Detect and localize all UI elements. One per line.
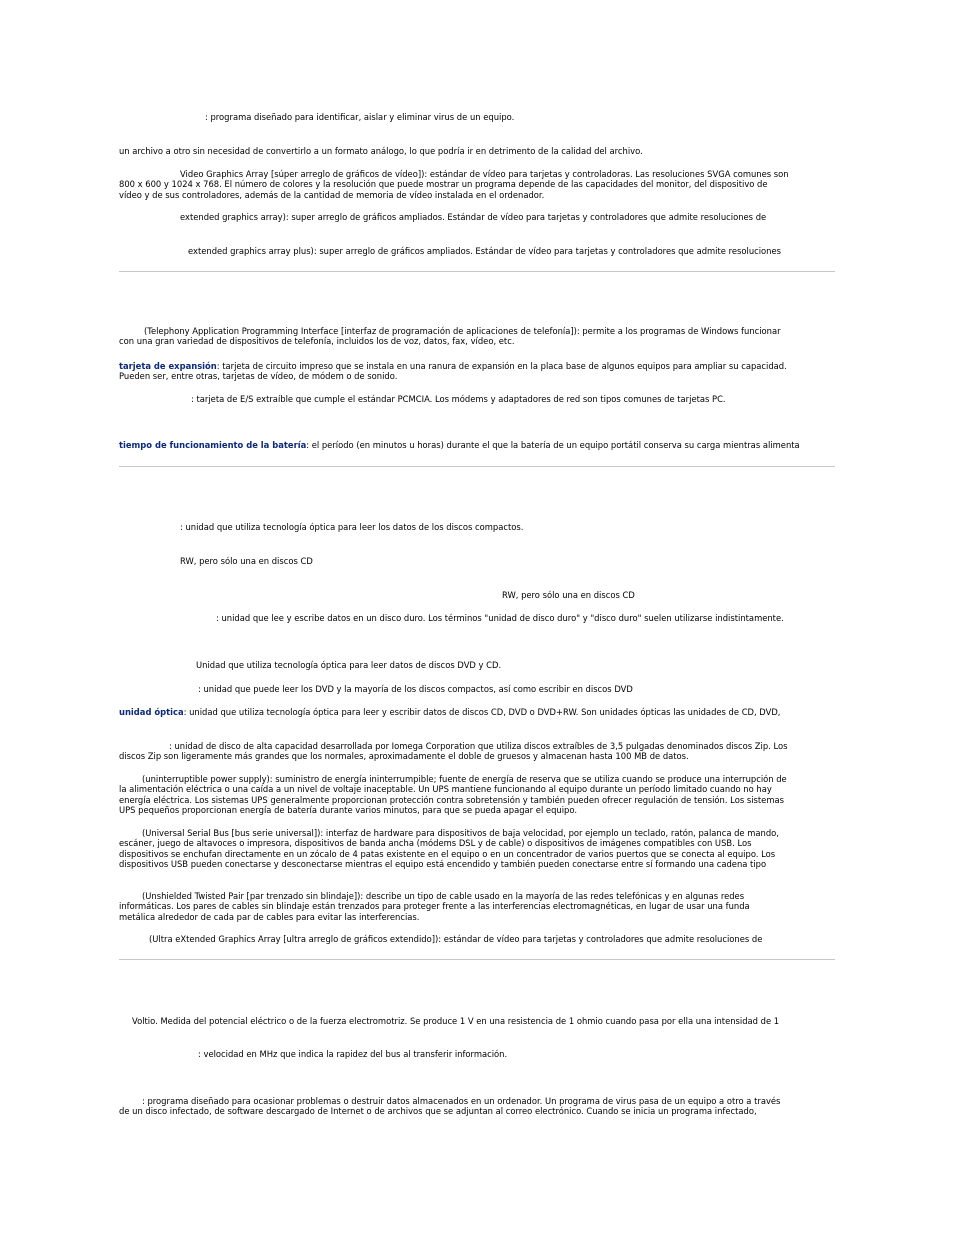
entry-line (119, 179, 835, 189)
entry-line (119, 326, 835, 336)
entry-text: con una gran variedad de dispositivos de telefonía, incluidos los de voz, datos, fax, vídeo, etc. (119, 336, 515, 347)
entry-line (119, 169, 835, 179)
entry-text: Unidad que utiliza tecnología óptica para leer datos de discos DVD y CD. (196, 660, 502, 670)
entry-line (119, 590, 835, 600)
entry-text: extended graphics array plus): super arreglo de gráficos ampliados. Estándar de vídeo para tarjetas y controladores que admite resoluciones (188, 246, 782, 256)
entry-text: : programa diseñado para ocasionar problemas o destruir datos almacenados en un ordenador. Un programa de virus pasa de un equipo a otro a través (142, 1096, 781, 1106)
entry-text: (Telephony Application Programming Interface [interfaz de programación de aplicaciones de telefonía]): permite a los programas de Windows funcionar (144, 326, 781, 336)
entry-text: : unidad que puede leer los DVD y la mayoría de los discos compactos, así como escribir en discos DVD (198, 684, 633, 694)
entry-line (119, 440, 835, 450)
entry-line (119, 838, 835, 848)
entry-line (119, 212, 835, 222)
entry-text: (Universal Serial Bus [bus serie universal]): interfaz de hardware para dispositivos de baja velocidad, por ejemplo un teclado, ratón, palanca de mando, (142, 828, 779, 838)
entry-text: un archivo a otro sin necesidad de convertirlo a un formato análogo, lo que podría ir en detrimento de la calidad del archivo. (119, 146, 643, 156)
glossary-entry-utp (119, 891, 835, 922)
glossary-entry-unidad-optica (119, 707, 835, 717)
entry-line (119, 190, 835, 200)
glossary-entry-unidad-cd-rw (119, 556, 835, 566)
glossary-term: unidad óptica (119, 707, 184, 717)
glossary-entry-unidad-cd (119, 522, 835, 532)
entry-text: : unidad que lee y escribe datos en un disco duro. Los términos "unidad de disco duro" y "disco duro" suelen utilizarse indistintamente. (216, 613, 784, 623)
entry-text: 800 x 600 y 1024 x 768. El número de colores y la resolución que puede mostrar un programa depende de las capacidades del monitor, del dispositivo de (119, 179, 768, 190)
section-divider (119, 271, 835, 272)
entry-line (119, 522, 835, 532)
entry-text: energía eléctrica. Los sistemas UPS generalmente proporcionan protección contra sobretensión y también pueden ofrecer regulación de tensión. Los sistemas (119, 794, 784, 805)
entry-text: Video Graphics Array [súper arreglo de gráficos de vídeo]): estándar de vídeo para tarjetas y controladoras. Las resoluciones SVGA comunes son (180, 169, 789, 179)
entry-line (119, 1096, 835, 1106)
entry-text: metálica alrededor de cada par de cables para evitar las interferencias. (119, 911, 420, 922)
entry-text: vídeo y de sus controladores, además de la cantidad de memoria de vídeo instalada en el ordenador. (119, 189, 545, 200)
entry-line (119, 774, 835, 784)
entry-line (119, 146, 835, 156)
entry-text: : velocidad en MHz que indica la rapidez del bus al transferir información. (198, 1049, 508, 1059)
glossary-entry-digital-audio (119, 146, 835, 156)
glossary-entry-antivirus (119, 112, 835, 122)
glossary-entry-svga (119, 169, 835, 200)
entry-text: discos Zip son ligeramente más grandes que los normales, aproximadamente el doble de gruesos y almacenan hasta 100 MB de datos. (119, 751, 689, 762)
entry-line (119, 371, 835, 381)
entry-line (119, 613, 835, 623)
entry-text: (Unshielded Twisted Pair [par trenzado sin blindaje]): describe un tipo de cable usado en la mayoría de las redes telefónicas y en algunas redes (142, 891, 745, 901)
entry-line (119, 891, 835, 901)
entry-text: informáticas. Los pares de cables sin blindaje están trenzados para proteger frente a las interferencias electromagnéticas, en lugar de usar una funda (119, 901, 750, 912)
glossary-entry-tiempo-bateria (119, 440, 835, 450)
entry-line (119, 112, 835, 122)
entry-text: la alimentación eléctrica o una caída a un nivel de voltaje inaceptable. Un UPS mantiene funcionando al equipo durante un período limitado cuando no hay (119, 784, 772, 795)
entry-line (119, 684, 835, 694)
entry-line (119, 394, 835, 404)
glossary-entry-unidad-disco-duro (119, 613, 835, 623)
glossary-entry-velocidad-bus (119, 1049, 835, 1059)
entry-text: escáner, juego de altavoces o impresora, dispositivos de banda ancha (módems DSL y de cable) o dispositivos de imágenes compatibles con USB. Los (119, 838, 752, 849)
entry-text: Voltio. Medida del potencial eléctrico o de la fuerza electromotriz. Se produce 1 V en una resistencia de 1 ohmio cuando pasa por ella una intensidad de 1 (132, 1016, 780, 1026)
entry-text: : programa diseñado para identificar, aislar y eliminar virus de un equipo. (205, 112, 515, 122)
entry-text: : unidad de disco de alta capacidad desarrollada por Iomega Corporation que utiliza discos extraíbles de 3,5 pulgadas denominados discos Zip. Los (169, 741, 788, 751)
entry-line (119, 556, 835, 566)
glossary-entry-tarjeta-expansion (119, 361, 835, 382)
entry-text: RW, pero sólo una en discos CD (180, 556, 313, 566)
entry-line (119, 361, 835, 371)
entry-line (119, 828, 835, 838)
glossary-entry-sxga-plus (119, 246, 835, 256)
glossary-entry-usb (119, 828, 835, 869)
entry-text: : unidad que utiliza tecnología óptica para leer y escribir datos de discos CD, DVD o DVD+RW. Son unidades ópticas las unidades de CD, DVD, (183, 707, 781, 717)
entry-line (119, 660, 835, 670)
entry-line (119, 1016, 835, 1026)
entry-line (119, 1049, 835, 1059)
entry-line (119, 1106, 835, 1116)
entry-text: (uninterruptible power supply): suministro de energía ininterrumpible; fuente de energía de reserva que se utiliza cuando se produce una interrupción de (142, 774, 787, 784)
entry-line (119, 805, 835, 815)
entry-line (119, 741, 835, 751)
entry-text: dispositivos USB pueden conectarse y desconectarse mientras el equipo está encendido y también pueden conectarse entre sí formando una cadena tipo (119, 858, 767, 869)
section-divider (119, 959, 835, 960)
glossary-entry-voltio (119, 1016, 835, 1026)
entry-text: RW, pero sólo una en discos CD (502, 590, 635, 600)
entry-line (119, 859, 835, 869)
entry-text: extended graphics array): super arreglo de gráficos ampliados. Estándar de vídeo para tarjetas y controladores que admite resoluciones de (180, 212, 767, 222)
entry-line (119, 336, 835, 346)
entry-line (119, 934, 835, 944)
entry-text: dispositivos se enchufan directamente en un zócalo de 4 patas existente en el equipo o en un concentrador de varios puertos que se conecta al equipo. Los (119, 848, 776, 859)
entry-line (119, 784, 835, 794)
glossary-entry-unidad-dvd-rw (119, 684, 835, 694)
entry-line (119, 795, 835, 805)
glossary-term: tarjeta de expansión (119, 361, 217, 371)
entry-text: : tarjeta de circuito impreso que se instala en una ranura de expansión en la placa base de algunos equipos para ampliar su capacidad. (216, 361, 787, 371)
entry-line (119, 901, 835, 911)
glossary-entry-tarjeta-pc (119, 394, 835, 404)
glossary-term: tiempo de funcionamiento de la batería (119, 440, 307, 450)
entry-text: Pueden ser, entre otras, tarjetas de vídeo, de módem o de sonido. (119, 371, 398, 382)
entry-line (119, 246, 835, 256)
entry-text: (Ultra eXtended Graphics Array [ultra arreglo de gráficos extendido]): estándar de vídeo para tarjetas y controladores que admite resoluciones de (149, 934, 763, 944)
entry-text: de un disco infectado, de software descargado de Internet o de archivos que se adjuntan al correo electrónico. Cuando se inicia un programa infectado, (119, 1106, 757, 1117)
entry-line (119, 751, 835, 761)
glossary-entry-unidad-dvd (119, 660, 835, 670)
glossary-entry-uxga (119, 934, 835, 944)
glossary-entry-ups (119, 774, 835, 815)
glossary-entry-virus (119, 1096, 835, 1117)
glossary-entry-tapi (119, 326, 835, 347)
entry-text: UPS pequeños proporcionan energía de batería durante varios minutos, para que se pueda apagar el equipo. (119, 804, 577, 815)
entry-line (119, 912, 835, 922)
glossary-entry-unidad-zip (119, 741, 835, 762)
entry-text: : unidad que utiliza tecnología óptica para leer los datos de los discos compactos. (180, 522, 524, 532)
section-divider (119, 466, 835, 467)
entry-line (119, 707, 835, 717)
glossary-entry-sxga (119, 212, 835, 222)
entry-line (119, 849, 835, 859)
glossary-entry-unidad-cd-rw-dvd (119, 590, 835, 600)
entry-text: : el período (en minutos u horas) durante el que la batería de un equipo portátil conserva su carga mientras alimenta (306, 440, 800, 450)
entry-text: : tarjeta de E/S extraíble que cumple el estándar PCMCIA. Los módems y adaptadores de red son tipos comunes de tarjetas PC. (191, 394, 726, 404)
